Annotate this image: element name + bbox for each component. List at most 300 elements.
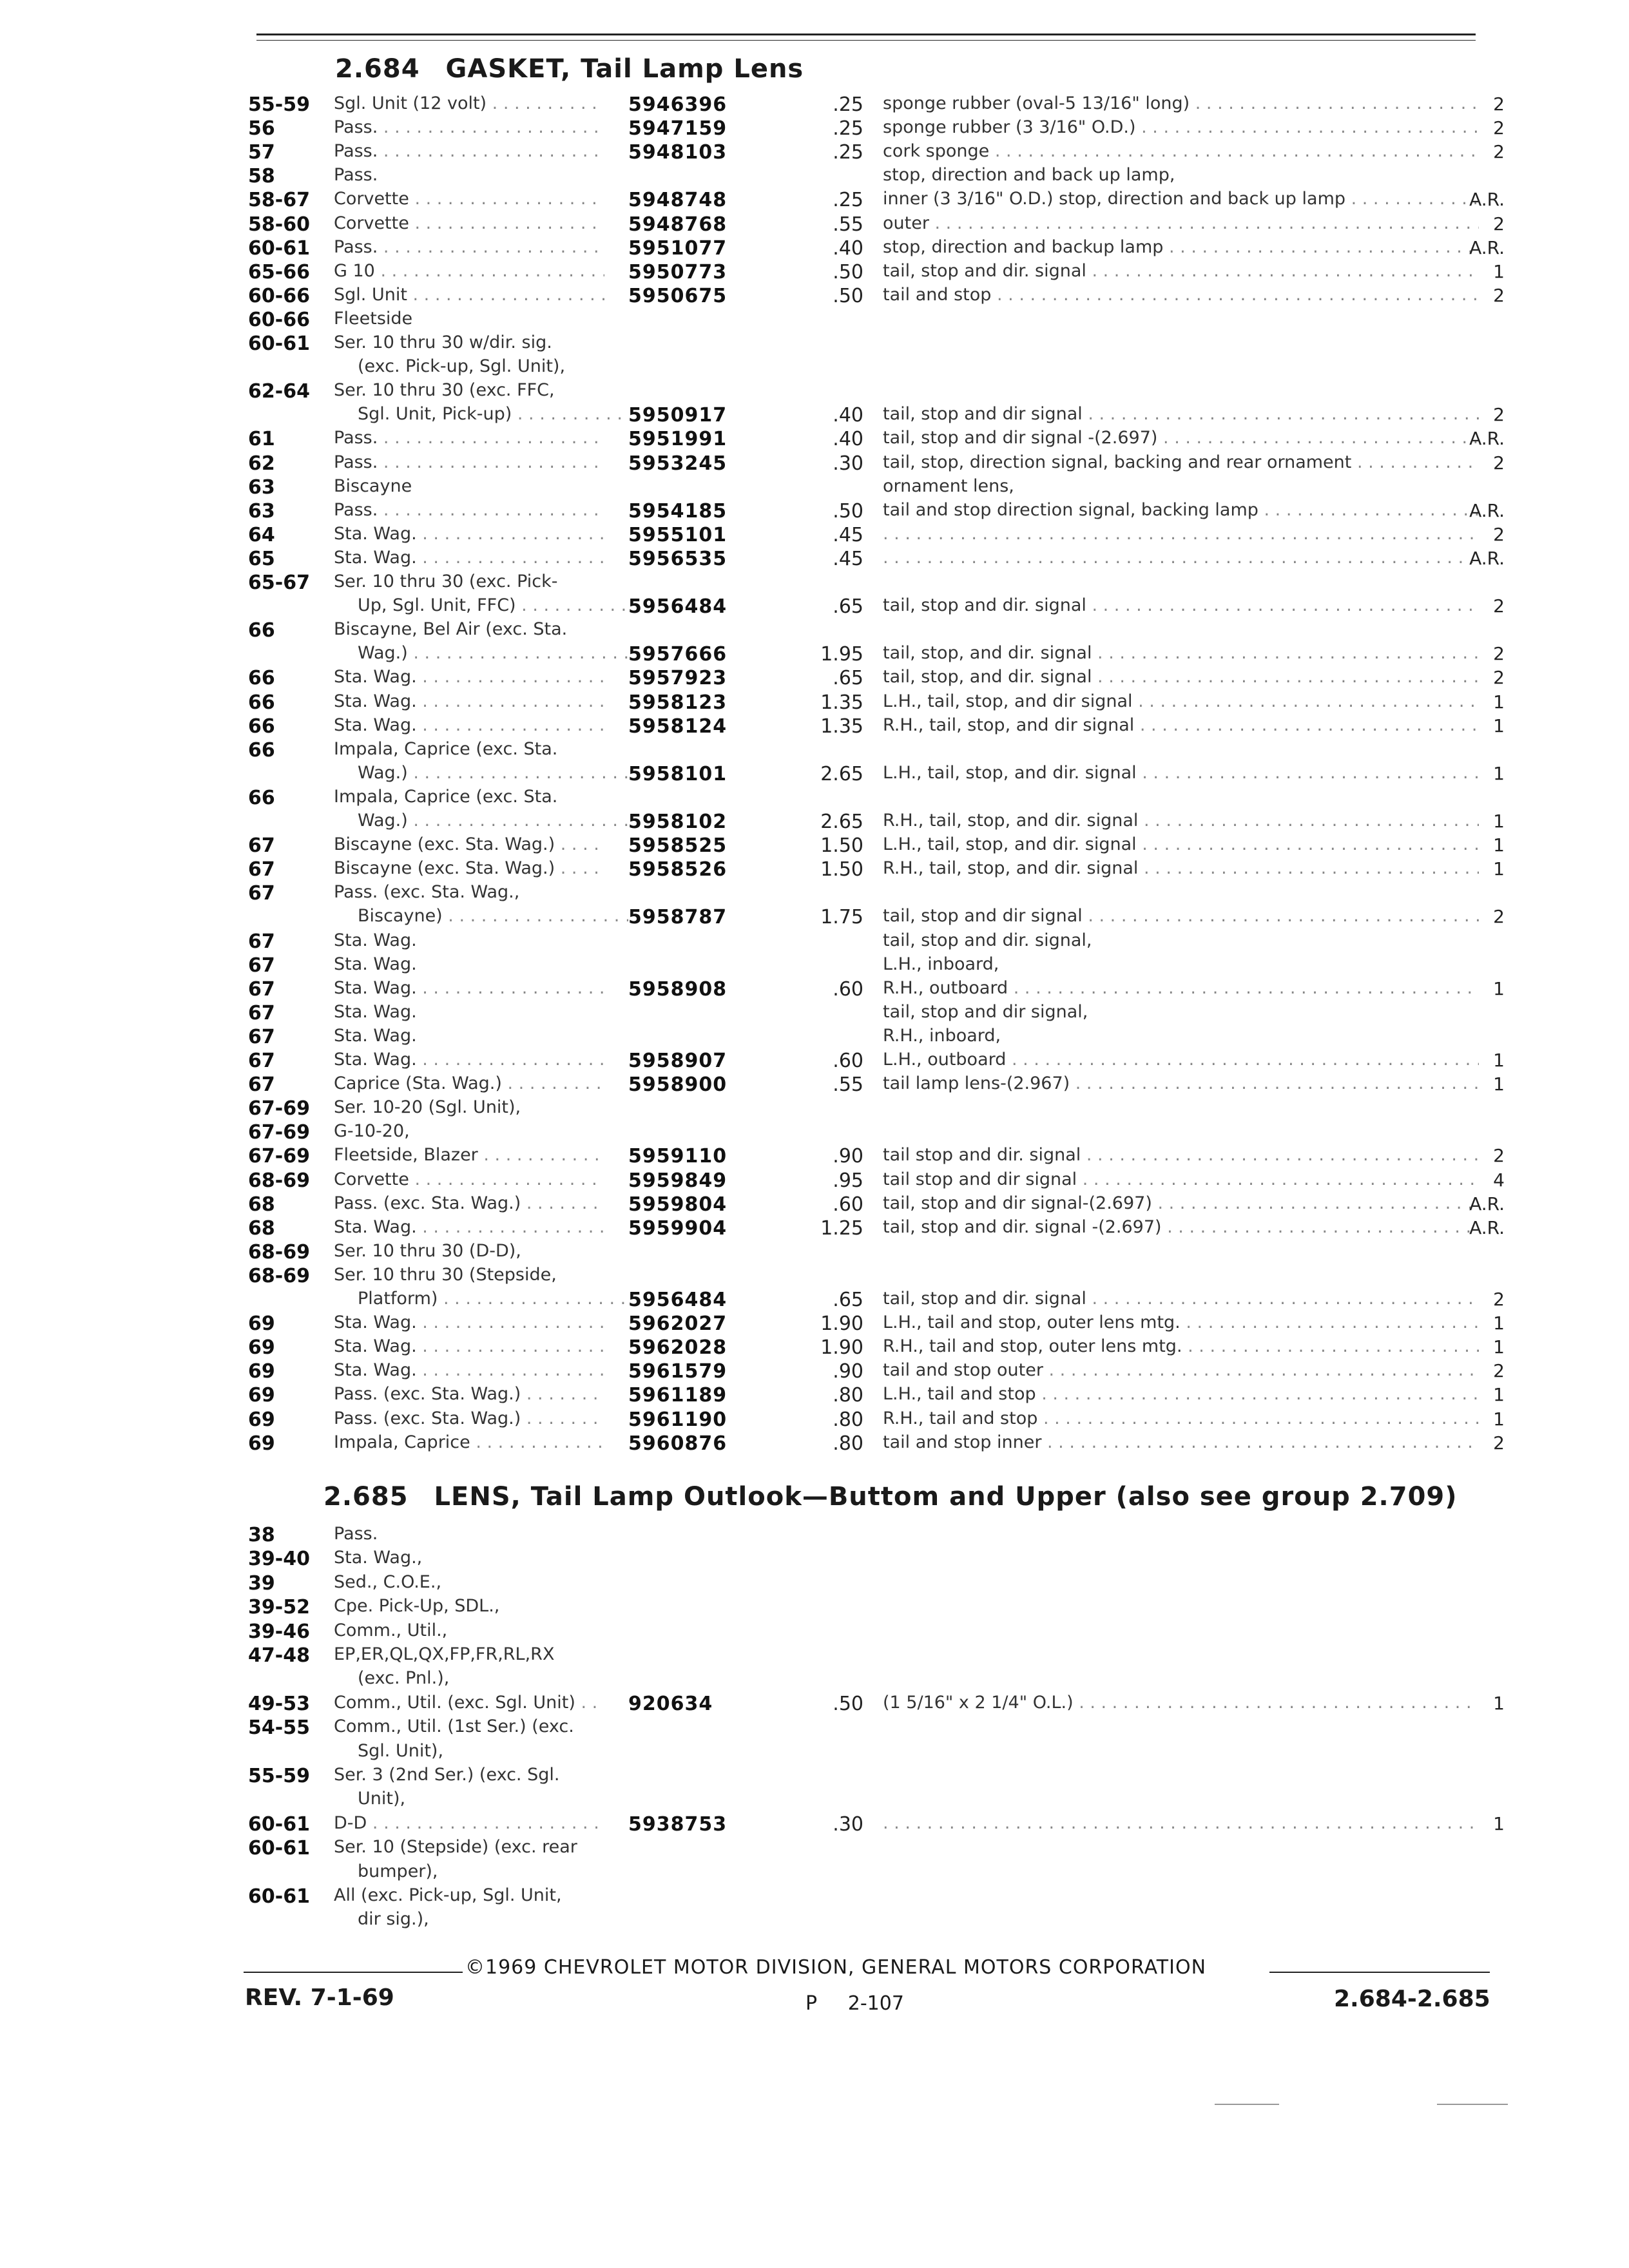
table-row [0,1644,1629,1668]
table-row [0,1026,1629,1050]
model-cell: Caprice (Sta. Wag.) . . . [334,1073,604,1093]
year-cell: 69 [248,1336,275,1360]
model-cell: Ser. 3 (2nd Ser.) (exc. Sgl. [334,1765,560,1785]
quantity-cell: 1 [1493,762,1505,784]
description-cell: tail and stop inner . . . [883,1432,1479,1452]
table-row [0,1193,1629,1217]
model-cell: Corvette . . . [334,1169,604,1189]
model-cell: Sgl. Unit, Pick-up) . . . [358,404,628,424]
part-number-cell: 5950675 [628,284,728,307]
table-row [0,882,1629,906]
part-number-cell: 5948768 [628,213,728,236]
model-cell: Pass. . . . [334,428,604,448]
year-cell: 63 [248,499,275,523]
model-cell: Pass. [334,1524,378,1544]
section-number: 2.684 [335,54,420,84]
model-cell: Pass. . . . [334,117,604,137]
model-cell: Ser. 10 (Stepside) (exc. rear [334,1837,577,1858]
description-cell: R.H., tail and stop, outer lens mtg. . . . [883,1336,1479,1356]
part-number-cell: 5951077 [628,236,728,260]
description-cell: R.H., tail, stop, and dir. signal . . . [883,811,1479,831]
model-cell: Cpe. Pick-Up, SDL., [334,1596,500,1617]
part-number-cell: 5959804 [628,1193,728,1216]
description-cell: tail, stop and dir signal, [883,1001,1088,1022]
description-cell: R.H., outboard . . . [883,978,1479,998]
description-cell [883,524,1479,544]
year-cell: 66 [248,786,275,809]
model-cell: Sta. Wag. . . . [334,667,604,687]
part-number-cell: 5962028 [628,1336,728,1360]
description-cell: tail, stop, and dir. signal . . . [883,643,1479,663]
table-row [0,189,1629,213]
model-cell: Biscayne (exc. Sta. Wag.) . . . [334,858,604,878]
year-cell: 47-48 [248,1644,310,1667]
table-row [0,1765,1629,1789]
page-number: P 2-107 [805,1992,904,2015]
year-cell: 67 [248,858,275,881]
part-number-cell: 5953245 [628,452,728,475]
year-cell: 66 [248,667,275,690]
quantity-cell: 2 [1493,1289,1505,1310]
table-row [0,141,1629,165]
description-cell: L.H., tail and stop . . . [883,1384,1479,1404]
year-cell: 68 [248,1193,275,1216]
description-cell: tail stop and dir signal . . . [883,1169,1479,1189]
model-cell: Ser. 10 thru 30 (exc. FFC, [334,380,555,401]
table-row [0,691,1629,715]
model-cell: Biscayne [334,476,412,496]
price-cell: .95 [833,1169,863,1192]
model-cell: Pass. (exc. Sta. Wag.) . . . [334,1384,604,1404]
price-cell: .25 [833,117,863,140]
revision-date: REV. 7-1-69 [245,1984,394,2011]
year-cell: 60-61 [248,236,310,260]
table-row [0,117,1629,141]
part-number-cell: 5957666 [628,643,728,666]
table-row [0,380,1629,404]
model-cell: Ser. 10-20 (Sgl. Unit), [334,1097,521,1118]
table-row [0,1312,1629,1336]
scan-mark [1215,2104,1279,2105]
model-cell: Sta. Wag. . . . [334,978,604,998]
quantity-cell: 4 [1493,1169,1505,1191]
table-row [0,500,1629,524]
section-title-2685 [323,1482,1458,1512]
table-row [0,404,1629,428]
year-cell: 66 [248,619,275,642]
copyright: ©1969 CHEVROLET MOTOR DIVISION, GENERAL MOTORS CORPORATION [465,1956,1207,1979]
model-cell: D-D . . . [334,1813,604,1833]
description-cell: R.H., tail, stop, and dir. signal . . . [883,858,1479,878]
year-cell: 65-67 [248,572,310,594]
description-cell: outer . . . [883,213,1479,233]
part-number-cell: 5946396 [628,93,728,116]
section-title-2684 [335,54,804,84]
table-row [0,811,1629,834]
table-row [0,1668,1629,1692]
year-cell: 63 [248,476,275,499]
price-cell: .40 [833,428,863,451]
part-number-cell: 5961579 [628,1360,728,1383]
description-cell: tail, stop and dir. signal . . . [883,261,1479,281]
price-cell: .60 [833,977,863,1001]
quantity-cell: 2 [1493,906,1505,928]
description-cell: tail and stop outer . . . [883,1360,1479,1380]
quantity-cell: A.R. [1469,1216,1505,1238]
quantity-cell: A.R. [1469,547,1505,569]
table-row [0,954,1629,978]
year-cell: 39 [248,1571,275,1595]
price-cell: 1.35 [820,691,863,714]
model-cell: Fleetside [334,308,413,329]
table-row [0,285,1629,309]
table-row [0,1289,1629,1312]
description-cell: R.H., tail and stop . . . [883,1408,1479,1428]
model-cell: Ser. 10 thru 30 (D-D), [334,1240,521,1261]
model-cell: Impala, Caprice . . . [334,1432,604,1452]
model-cell: Biscayne, Bel Air (exc. Sta. [334,619,568,640]
table-row [0,1861,1629,1885]
table-row [0,978,1629,1002]
quantity-cell: 1 [1493,1336,1505,1358]
price-cell: .65 [833,667,863,690]
price-cell: .25 [833,141,863,164]
model-cell: Ser. 10 thru 30 (Stepside, [334,1264,557,1285]
price-cell: .45 [833,547,863,570]
year-cell: 57 [248,141,275,164]
description-cell: tail, stop and dir signal . . . [883,404,1479,424]
year-cell: 58 [248,165,275,188]
quantity-cell: 1 [1493,811,1505,832]
table-row [0,476,1629,500]
year-cell: 66 [248,715,275,738]
year-cell: 67-69 [248,1145,310,1168]
quantity-cell: 1 [1493,977,1505,999]
top-rule-thin [256,40,1476,41]
table-row [0,787,1629,811]
part-number-cell: 5959849 [628,1169,728,1192]
price-cell: .80 [833,1432,863,1455]
part-number-cell: 5961190 [628,1408,728,1431]
price-cell: .60 [833,1050,863,1072]
quantity-cell: 2 [1493,1432,1505,1454]
part-number-cell: 5957923 [628,667,728,690]
model-cell: (exc. Pnl.), [358,1668,450,1689]
description-cell: sponge rubber (3 3/16" O.D.) . . . [883,117,1479,137]
description-cell [883,548,1479,568]
description-cell: tail and stop direction signal, backing lamp . . . [883,500,1479,520]
part-number-cell: 5958101 [628,762,728,785]
description-cell: tail stop and dir. signal . . . [883,1145,1479,1165]
part-number-cell: 5947159 [628,117,728,140]
price-cell: .45 [833,523,863,546]
price-cell: .40 [833,404,863,427]
section-heading: LENS, Tail Lamp Outlook—Buttom and Upper (also see group 2.709) [434,1482,1458,1512]
model-cell: (exc. Pick-up, Sgl. Unit), [358,356,566,377]
table-row [0,1169,1629,1193]
table-row [0,309,1629,332]
price-cell: .30 [833,1812,863,1836]
year-cell: 54-55 [248,1716,310,1740]
table-row [0,1145,1629,1169]
quantity-cell: 1 [1493,715,1505,736]
price-cell: 2.65 [820,762,863,785]
model-cell: G 10 . . . [334,261,604,281]
year-cell: 39-52 [248,1596,310,1619]
quantity-cell: 2 [1493,404,1505,426]
section-number: 2.685 [323,1482,409,1512]
part-number-cell: 5956484 [628,595,728,619]
year-cell: 69 [248,1408,275,1431]
model-cell: Corvette . . . [334,213,604,233]
table-row [0,1620,1629,1644]
model-cell: Impala, Caprice (exc. Sta. [334,786,558,807]
table-row [0,1693,1629,1716]
year-cell: 67 [248,977,275,1001]
model-cell: Pass. . . . [334,452,604,472]
table-row [0,715,1629,739]
part-number-cell: 5955101 [628,523,728,546]
price-cell: .80 [833,1408,863,1431]
table-row [0,1596,1629,1620]
model-cell: Fleetside, Blazer . . . [334,1145,604,1165]
part-number-cell: 5960876 [628,1432,728,1455]
table-row [0,93,1629,117]
model-cell: Comm., Util. (exc. Sgl. Unit) . . . [334,1693,604,1713]
quantity-cell: 1 [1493,1692,1505,1714]
year-cell: 67 [248,1050,275,1072]
price-cell: 1.75 [820,906,863,929]
year-cell: 61 [248,428,275,451]
year-cell: 62 [248,452,275,475]
year-cell: 60-61 [248,1837,310,1860]
table-row [0,643,1629,667]
description-cell: L.H., tail and stop, outer lens mtg. . . . [883,1312,1479,1332]
table-row [0,1716,1629,1740]
price-cell: 1.95 [820,643,863,666]
model-cell: Biscayne) . . . [358,906,628,926]
quantity-cell: A.R. [1469,236,1505,258]
year-cell: 68-69 [248,1169,310,1192]
description-cell: R.H., inboard, [883,1025,1001,1046]
quantity-cell: 2 [1493,284,1505,306]
quantity-cell: A.R. [1469,499,1505,521]
description-cell: L.H., tail, stop, and dir. signal . . . [883,834,1479,854]
description-cell: tail, stop, direction signal, backing and rear ornament . . . [883,452,1479,472]
table-row [0,165,1629,189]
model-cell: Sta. Wag. [334,954,417,974]
table-row [0,595,1629,619]
model-cell: Comm., Util., [334,1620,448,1640]
table-row [0,1073,1629,1097]
price-cell: .40 [833,236,863,260]
price-cell: .50 [833,284,863,307]
quantity-cell: 1 [1493,1073,1505,1095]
quantity-cell: 1 [1493,1812,1505,1834]
year-cell: 55-59 [248,1765,310,1787]
model-cell: Sta. Wag. . . . [334,1312,604,1332]
table-row [0,332,1629,356]
quantity-cell: 2 [1493,93,1505,115]
model-cell: Pass. . . . [334,141,604,161]
year-cell: 67 [248,834,275,858]
part-number-cell: 5950917 [628,404,728,427]
description-cell: tail, stop and dir. signal . . . [883,595,1479,615]
description-cell: cork sponge . . . [883,141,1479,161]
price-cell: .25 [833,93,863,116]
model-cell: Platform) . . . [358,1289,628,1309]
table-row [0,763,1629,787]
quantity-cell: 2 [1493,141,1505,163]
year-cell: 67 [248,954,275,977]
table-row [0,1572,1629,1596]
price-cell: 1.90 [820,1336,863,1360]
year-cell: 67 [248,1025,275,1048]
model-cell: Sed., C.O.E., [334,1571,442,1592]
year-cell: 60-61 [248,1812,310,1836]
year-cell: 67 [248,1001,275,1024]
table-row [0,1360,1629,1384]
table-row [0,1837,1629,1861]
model-cell: Impala, Caprice (exc. Sta. [334,738,558,759]
year-cell: 56 [248,117,275,140]
description-cell: L.H., tail, stop, and dir. signal . . . [883,763,1479,783]
table-row [0,1548,1629,1571]
model-cell: Pass. . . . [334,237,604,257]
model-cell: bumper), [358,1861,438,1881]
table-row [0,572,1629,595]
price-cell: 1.50 [820,858,863,881]
description-cell: tail, stop and dir. signal, [883,930,1092,950]
model-cell: Pass. . . . [334,500,604,520]
description-cell: inner (3 3/16" O.D.) stop, direction and back up lamp . . . [883,189,1479,209]
part-number-cell: 5958525 [628,834,728,858]
model-cell: Sta. Wag. . . . [334,1360,604,1380]
part-number-cell: 920634 [628,1692,713,1715]
model-cell: Sgl. Unit (12 volt) . . . [334,93,604,113]
description-cell: ornament lens, [883,476,1014,496]
model-cell: Sta. Wag. . . . [334,524,604,544]
quantity-cell: 1 [1493,858,1505,880]
year-cell: 60-66 [248,284,310,307]
table-row [0,261,1629,285]
table-row [0,1241,1629,1265]
model-cell: Unit), [358,1789,406,1809]
quantity-cell: 1 [1493,1312,1505,1334]
model-cell: Ser. 10 thru 30 (exc. Pick- [334,572,558,591]
year-cell: 49-53 [248,1692,310,1715]
year-cell: 68-69 [248,1240,310,1264]
year-cell: 65-66 [248,260,310,284]
description-cell: stop, direction and backup lamp . . . [883,237,1479,257]
section-heading: GASKET, Tail Lamp Lens [445,54,804,84]
part-number-cell: 5959904 [628,1216,728,1240]
price-cell: 1.90 [820,1312,863,1336]
price-cell: .90 [833,1360,863,1383]
price-cell: .60 [833,1193,863,1216]
model-cell: Wag.) . . . [358,811,628,831]
year-cell: 38 [248,1524,275,1546]
part-number-cell: 5958787 [628,906,728,929]
model-cell: Comm., Util. (1st Ser.) (exc. [334,1716,574,1737]
footer-rule-right [1269,1972,1490,1973]
year-cell: 67-69 [248,1097,310,1120]
model-cell: Corvette . . . [334,189,604,209]
price-cell: .55 [833,213,863,236]
year-cell: 67 [248,930,275,953]
year-cell: 66 [248,691,275,714]
quantity-cell: 1 [1493,1384,1505,1406]
description-cell: tail, stop and dir. signal -(2.697) . . . [883,1217,1479,1237]
year-cell: 60-66 [248,308,310,331]
description-cell: tail lamp lens-(2.967) . . . [883,1073,1479,1093]
year-cell: 60-61 [248,1885,310,1908]
part-number-cell: 5958526 [628,858,728,881]
table-row [0,237,1629,261]
model-cell: Biscayne (exc. Sta. Wag.) . . . [334,834,604,854]
year-cell: 67 [248,1073,275,1097]
section-range: 2.684-2.685 [1334,1986,1490,2012]
part-number-cell: 5959110 [628,1145,728,1168]
price-cell: .55 [833,1073,863,1097]
part-number-cell: 5958907 [628,1050,728,1072]
description-cell: tail, stop and dir signal -(2.697) . . . [883,428,1479,448]
model-cell: Sta. Wag. [334,930,417,950]
year-cell: 58-67 [248,189,310,212]
table-row [0,834,1629,858]
model-cell: Sta. Wag. . . . [334,715,604,735]
table-row [0,1097,1629,1121]
table-row [0,1813,1629,1837]
table-row [0,524,1629,548]
table-row [0,906,1629,930]
description-cell: (1 5/16" x 2 1/4" O.L.) . . . [883,1693,1479,1713]
quantity-cell: A.R. [1469,1193,1505,1215]
year-cell: 65 [248,547,275,570]
model-cell: dir sig.), [358,1909,429,1930]
year-cell: 68 [248,1216,275,1240]
year-cell: 69 [248,1384,275,1407]
description-cell: stop, direction and back up lamp, [883,165,1175,186]
description-cell: L.H., outboard . . . [883,1050,1479,1070]
part-number-cell: 5958124 [628,715,728,738]
table-row [0,213,1629,237]
model-cell: Sta. Wag. . . . [334,548,604,568]
table-row [0,1432,1629,1456]
quantity-cell: 2 [1493,213,1505,235]
table-row [0,1789,1629,1812]
part-number-cell: 5958908 [628,977,728,1001]
model-cell: All (exc. Pick-up, Sgl. Unit, [334,1885,562,1905]
model-cell: Wag.) . . . [358,763,628,783]
table-row [0,1408,1629,1432]
table-row [0,1524,1629,1548]
description-cell: R.H., tail, stop, and dir signal . . . [883,715,1479,735]
quantity-cell: 2 [1493,667,1505,689]
part-number-cell: 5958102 [628,811,728,833]
year-cell: 66 [248,738,275,762]
year-cell: 69 [248,1312,275,1336]
part-number-cell: 5956535 [628,547,728,570]
price-cell: .50 [833,1692,863,1715]
model-cell: Up, Sgl. Unit, FFC) . . . [358,595,628,615]
table-row [0,1741,1629,1765]
model-cell: Sta. Wag., [334,1548,423,1568]
description-cell: tail, stop and dir signal-(2.697) . . . [883,1193,1479,1213]
price-cell: 1.35 [820,715,863,738]
part-number-cell: 5948748 [628,189,728,212]
table-row [0,1002,1629,1026]
